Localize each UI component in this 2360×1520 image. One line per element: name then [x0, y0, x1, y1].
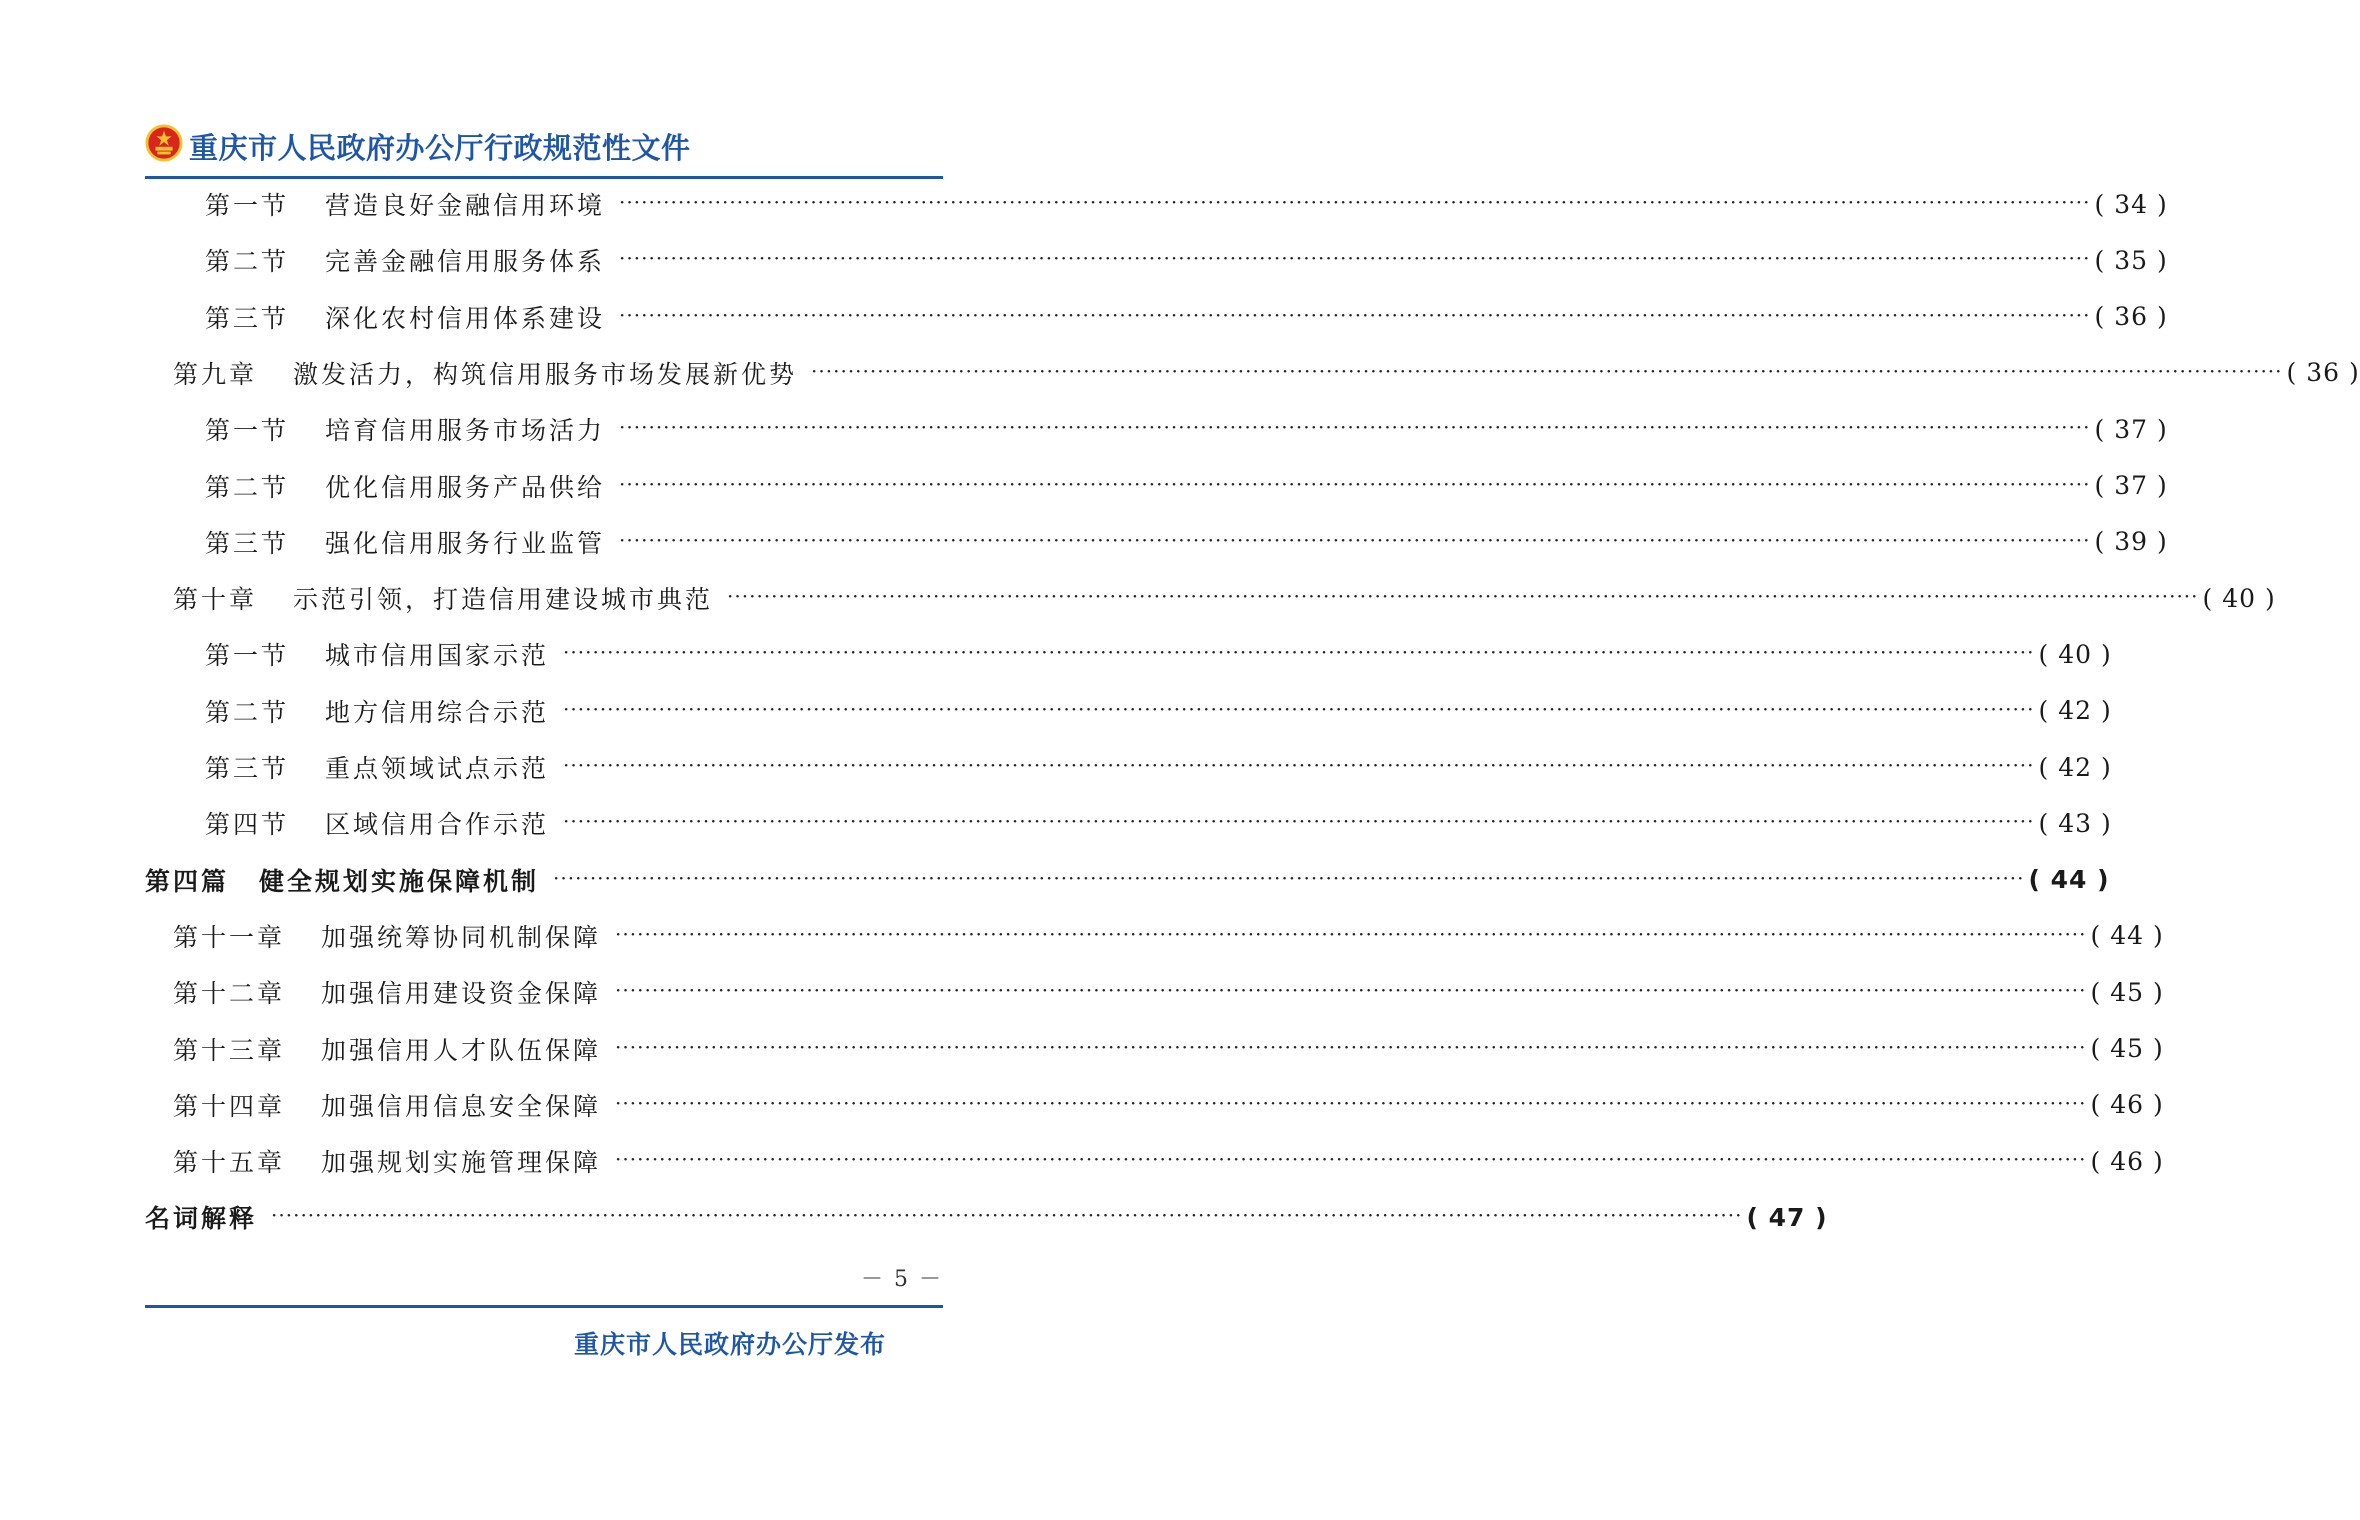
page-number: － 5 － [861, 1267, 943, 1292]
toc-entry[interactable] [173, 1141, 2164, 1181]
footer-divider [145, 1305, 943, 1308]
toc-entry-number: 第一节 [205, 191, 290, 220]
toc-leader-dots: ········································································································································································································ [619, 471, 2091, 496]
toc-entry-number: 第十三章 [173, 1035, 286, 1065]
toc-entry[interactable] [205, 803, 2112, 843]
toc-entry-title: 深化农村信用体系建设 [325, 303, 606, 333]
toc-entry-title: 示范引领，打造信用建设城市典范 [293, 585, 714, 615]
toc-entry-page: ( 36 ) [2286, 358, 2360, 388]
toc-entry-page: ( 47 ) [1746, 1202, 1828, 1232]
toc-entry-number: 第三节 [205, 303, 290, 333]
header-title: 重庆市人民政府办公厅行政规范性文件 [189, 131, 691, 165]
toc-leader-dots: ········································································································································································································ [727, 584, 2199, 609]
footer-publisher: 重庆市人民政府办公厅发布 [574, 1330, 887, 1359]
toc-entry[interactable] [173, 1029, 2164, 1069]
toc-entry[interactable] [205, 240, 2168, 280]
toc-entry-number: 第十四章 [173, 1091, 286, 1121]
toc-entry-number: 第一节 [205, 641, 290, 671]
toc-entry-page: ( 46 ) [2090, 1146, 2164, 1176]
toc-entry-title: 培育信用服务市场活力 [325, 416, 606, 446]
toc-entry-page: ( 40 ) [2202, 583, 2276, 613]
toc-entry[interactable] [173, 972, 2164, 1012]
national-emblem-icon [145, 124, 183, 162]
toc-entry-title: 加强信用建设资金保障 [321, 979, 602, 1009]
toc-entry[interactable] [173, 916, 2164, 956]
toc-entry-number: 第二节 [205, 697, 290, 727]
toc-leader-dots: ········································································································································································································ [271, 1203, 1743, 1228]
toc-leader-dots: ········································································································································································································ [811, 358, 2283, 383]
toc-entry-number: 第十章 [173, 585, 258, 615]
toc-entry-number: 第四节 [205, 810, 290, 840]
toc-entry[interactable] [145, 860, 2110, 900]
toc-entry-page: ( 43 ) [2038, 808, 2112, 838]
toc-leader-dots: ········································································································································································································ [615, 921, 2087, 946]
toc-leader-dots: ········································································································································································································ [615, 1034, 2087, 1059]
toc-entry-title: 完善金融信用服务体系 [325, 247, 606, 277]
toc-entry[interactable] [205, 522, 2168, 562]
toc-entry-title: 加强统筹协同机制保障 [321, 922, 602, 952]
toc-entry[interactable] [205, 747, 2112, 787]
toc-entry-page: ( 37 ) [2094, 414, 2168, 444]
toc-entry[interactable] [205, 634, 2112, 674]
toc-leader-dots: ········································································································································································································ [619, 246, 2091, 271]
toc-entry-title: 加强规划实施管理保障 [321, 1148, 602, 1178]
toc-entry-number: 第三节 [205, 528, 290, 558]
toc-leader-dots: ········································································································································································································ [563, 809, 2035, 834]
toc-leader-dots: ········································································································································································································ [615, 978, 2087, 1003]
toc-entry-page: ( 34 ) [2094, 189, 2168, 219]
toc-entry-page: ( 46 ) [2090, 1090, 2164, 1120]
toc-leader-dots: ········································································································································································································ [563, 696, 2035, 721]
toc-entry-title: 激发活力，构筑信用服务市场发展新优势 [293, 359, 798, 389]
toc-entry-number: 第十二章 [173, 979, 286, 1009]
toc-entry-title: 强化信用服务行业监管 [325, 528, 606, 558]
toc-entry-number: 第十五章 [173, 1148, 286, 1178]
header-divider [145, 176, 943, 179]
toc-entry-title: 重点领域试点示范 [325, 754, 550, 783]
toc-entry-number: 第二节 [205, 247, 290, 277]
toc-entry[interactable] [205, 466, 2168, 506]
toc-entry-page: ( 40 ) [2038, 639, 2112, 669]
toc-entry[interactable] [173, 578, 2276, 618]
toc-entry[interactable] [205, 409, 2168, 449]
document-header [145, 118, 945, 174]
toc-leader-dots: ········································································································································································································ [619, 415, 2091, 440]
toc-entry[interactable] [173, 1085, 2164, 1125]
toc-entry-page: ( 44 ) [2028, 865, 2110, 895]
toc-entry[interactable] [205, 184, 2168, 224]
toc-entry-number: 第十一章 [173, 922, 286, 952]
toc-entry-page: ( 42 ) [2038, 696, 2112, 726]
toc-entry[interactable] [145, 1197, 1828, 1237]
toc-leader-dots: ········································································································································································································ [563, 640, 2035, 665]
toc-entry-number: 第九章 [173, 359, 258, 389]
toc-entry[interactable] [205, 691, 2112, 731]
toc-entry-title: 城市信用国家示范 [325, 641, 550, 671]
toc-leader-dots: ········································································································································································································ [619, 190, 2091, 214]
toc-entry-number: 第二节 [205, 472, 290, 502]
toc-entry-number: 第四篇 [145, 866, 230, 896]
toc-entry-number: 第三节 [205, 754, 290, 783]
toc-entry-title: 区域信用合作示范 [325, 810, 550, 840]
toc-entry[interactable] [205, 297, 2168, 337]
toc-entry-number: 第一节 [205, 416, 290, 446]
toc-entry-number: 名词解释 [145, 1204, 258, 1234]
toc-entry-page: ( 42 ) [2038, 752, 2112, 782]
toc-entry-page: ( 35 ) [2094, 245, 2168, 275]
toc-entry-title: 加强信用信息安全保障 [321, 1091, 602, 1121]
toc-entry-title: 营造良好金融信用环境 [325, 191, 606, 220]
toc-entry-page: ( 37 ) [2094, 471, 2168, 500]
toc-leader-dots: ········································································································································································································ [553, 865, 2025, 890]
toc-entry-page: ( 39 ) [2094, 527, 2168, 557]
toc-entry-title: 健全规划实施保障机制 [259, 866, 540, 896]
toc-entry-page: ( 45 ) [2090, 977, 2164, 1007]
toc-leader-dots: ········································································································································································································ [615, 1147, 2087, 1172]
toc-entry-page: ( 44 ) [2090, 921, 2164, 951]
toc-leader-dots: ········································································································································································································ [563, 753, 2035, 777]
toc-entry-page: ( 36 ) [2094, 302, 2168, 332]
toc-entry-title: 加强信用人才队伍保障 [321, 1035, 602, 1065]
toc-entry-title: 地方信用综合示范 [325, 697, 550, 727]
toc-entry[interactable] [173, 353, 2360, 393]
toc-entry-title: 优化信用服务产品供给 [325, 472, 606, 502]
toc-leader-dots: ········································································································································································································ [619, 302, 2091, 327]
toc-leader-dots: ········································································································································································································ [615, 1090, 2087, 1115]
toc-entry-page: ( 45 ) [2090, 1034, 2164, 1063]
toc-leader-dots: ········································································································································································································ [619, 527, 2091, 552]
